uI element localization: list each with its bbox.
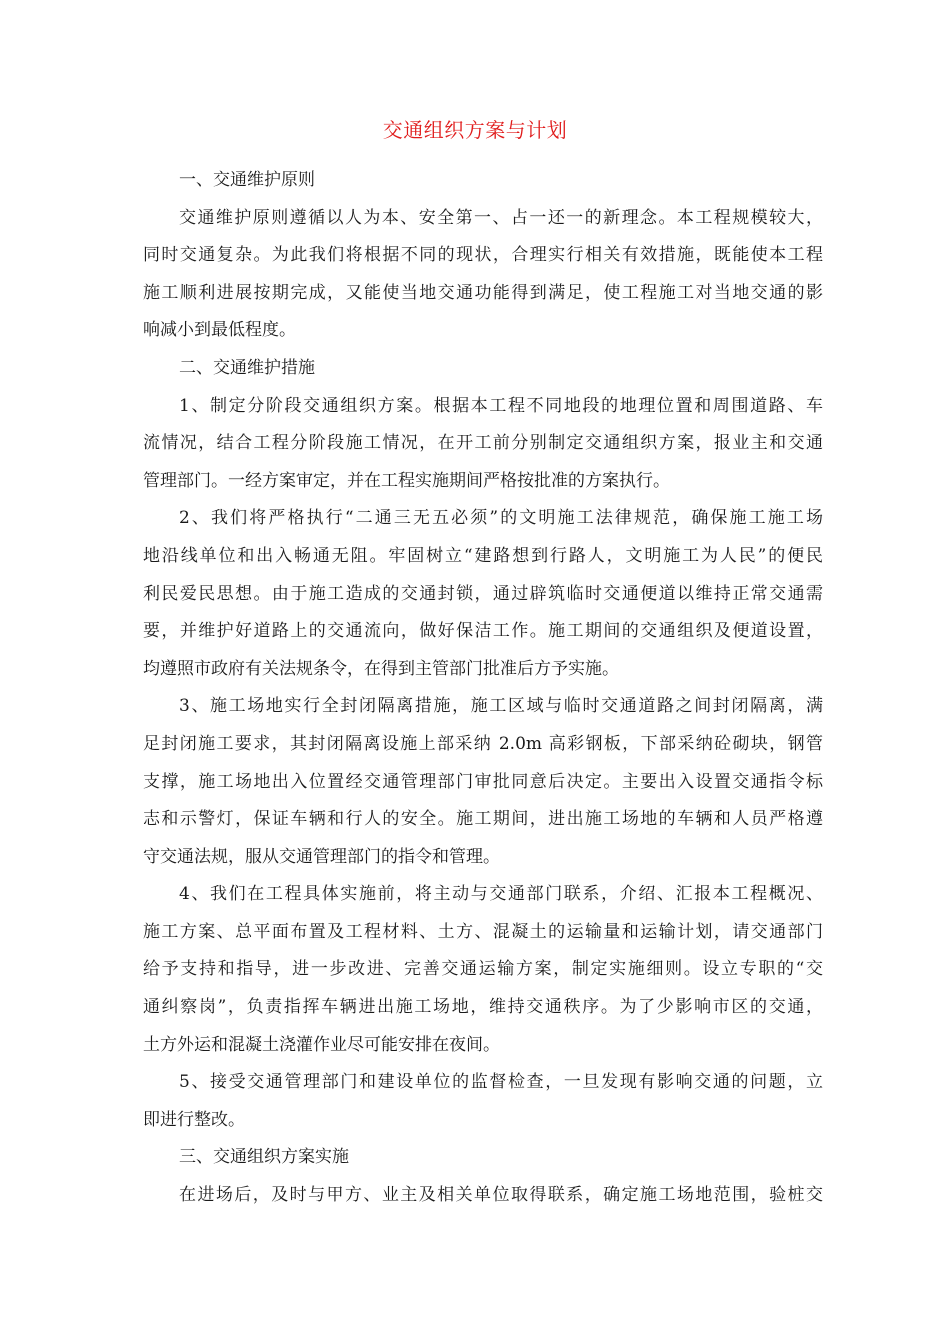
text-line: 要，并维护好道路上的交通流向，做好保洁工作。施工期间的交通组织及便道设置， [143, 621, 823, 642]
text-line: 利民爱民思想。由于施工造成的交通封锁，通过辟筑临时交通便道以维持正常交通需 [143, 583, 823, 604]
text-line: 支撑，施工场地出入位置经交通管理部门审批同意后决定。主要出入设置交通指令标 [143, 771, 823, 792]
text-line: 守交通法规，服从交通管理部门的指令和管理。 [143, 846, 500, 867]
text-line: 2、我们将严格执行“二通三无五必须”的文明施工法律规范，确保施工施工场 [179, 508, 823, 529]
text-line: 二、交通维护措施 [179, 357, 315, 378]
text-line: 地沿线单位和出入畅通无阻。牢固树立“建路想到行路人，文明施工为人民”的便民 [143, 545, 823, 566]
text-line: 均遵照市政府有关法规条令，在得到主管部门批准后方予实施。 [143, 658, 619, 679]
text-line: 交通维护原则遵循以人为本、安全第一、占一还一的新理念。本工程规模较大， [179, 207, 823, 228]
text-line: 流情况，结合工程分阶段施工情况，在开工前分别制定交通组织方案，报业主和交通 [143, 433, 823, 454]
text-line: 在进场后，及时与甲方、业主及相关单位取得联系，确定施工场地范围，验桩交 [179, 1185, 823, 1206]
text-line: 响减小到最低程度。 [143, 320, 296, 341]
text-line: 3、施工场地实行全封闭隔离措施，施工区域与临时交通道路之间封闭隔离，满 [179, 696, 823, 717]
text-line: 同时交通复杂。为此我们将根据不同的现状，合理实行相关有效措施，既能使本工程 [143, 245, 823, 266]
text-line: 给予支持和指导，进一步改进、完善交通运输方案，制定实施细则。设立专职的“交 [143, 959, 823, 980]
text-line: 三、交通组织方案实施 [179, 1147, 349, 1168]
text-line: 施工方案、总平面布置及工程材料、土方、混凝土的运输量和运输计划，请交通部门 [143, 921, 823, 942]
text-line: 施工顺利进展按期完成，又能使当地交通功能得到满足，使工程施工对当地交通的影 [143, 282, 823, 303]
document-title: 交通组织方案与计划 [382, 118, 568, 142]
document-body [143, 162, 823, 1215]
text-line: 管理部门。一经方案审定，并在工程实施期间严格按批准的方案执行。 [143, 470, 670, 491]
text-line: 足封闭施工要求，其封闭隔离设施上部采纳 2.0m 高彩钢板，下部采纳砼砌块，钢管 [143, 733, 823, 754]
text-line: 4、我们在工程具体实施前，将主动与交通部门联系，介绍、汇报本工程概况、 [179, 884, 823, 905]
text-line: 5、接受交通管理部门和建设单位的监督检查，一旦发现有影响交通的问题，立 [179, 1072, 823, 1093]
text-line: 1、制定分阶段交通组织方案。根据本工程不同地段的地理位置和周围道路、车 [179, 395, 823, 416]
text-line: 即进行整改。 [143, 1109, 245, 1130]
text-line: 志和示警灯，保证车辆和行人的安全。施工期间，进出施工场地的车辆和人员严格遵 [143, 809, 823, 830]
text-line: 一、交通维护原则 [179, 170, 315, 190]
text-line: 通纠察岗”，负责指挥车辆进出施工场地，维持交通秩序。为了少影响市区的交通， [143, 997, 823, 1018]
text-line: 土方外运和混凝土浇灌作业尽可能安排在夜间。 [143, 1034, 500, 1055]
